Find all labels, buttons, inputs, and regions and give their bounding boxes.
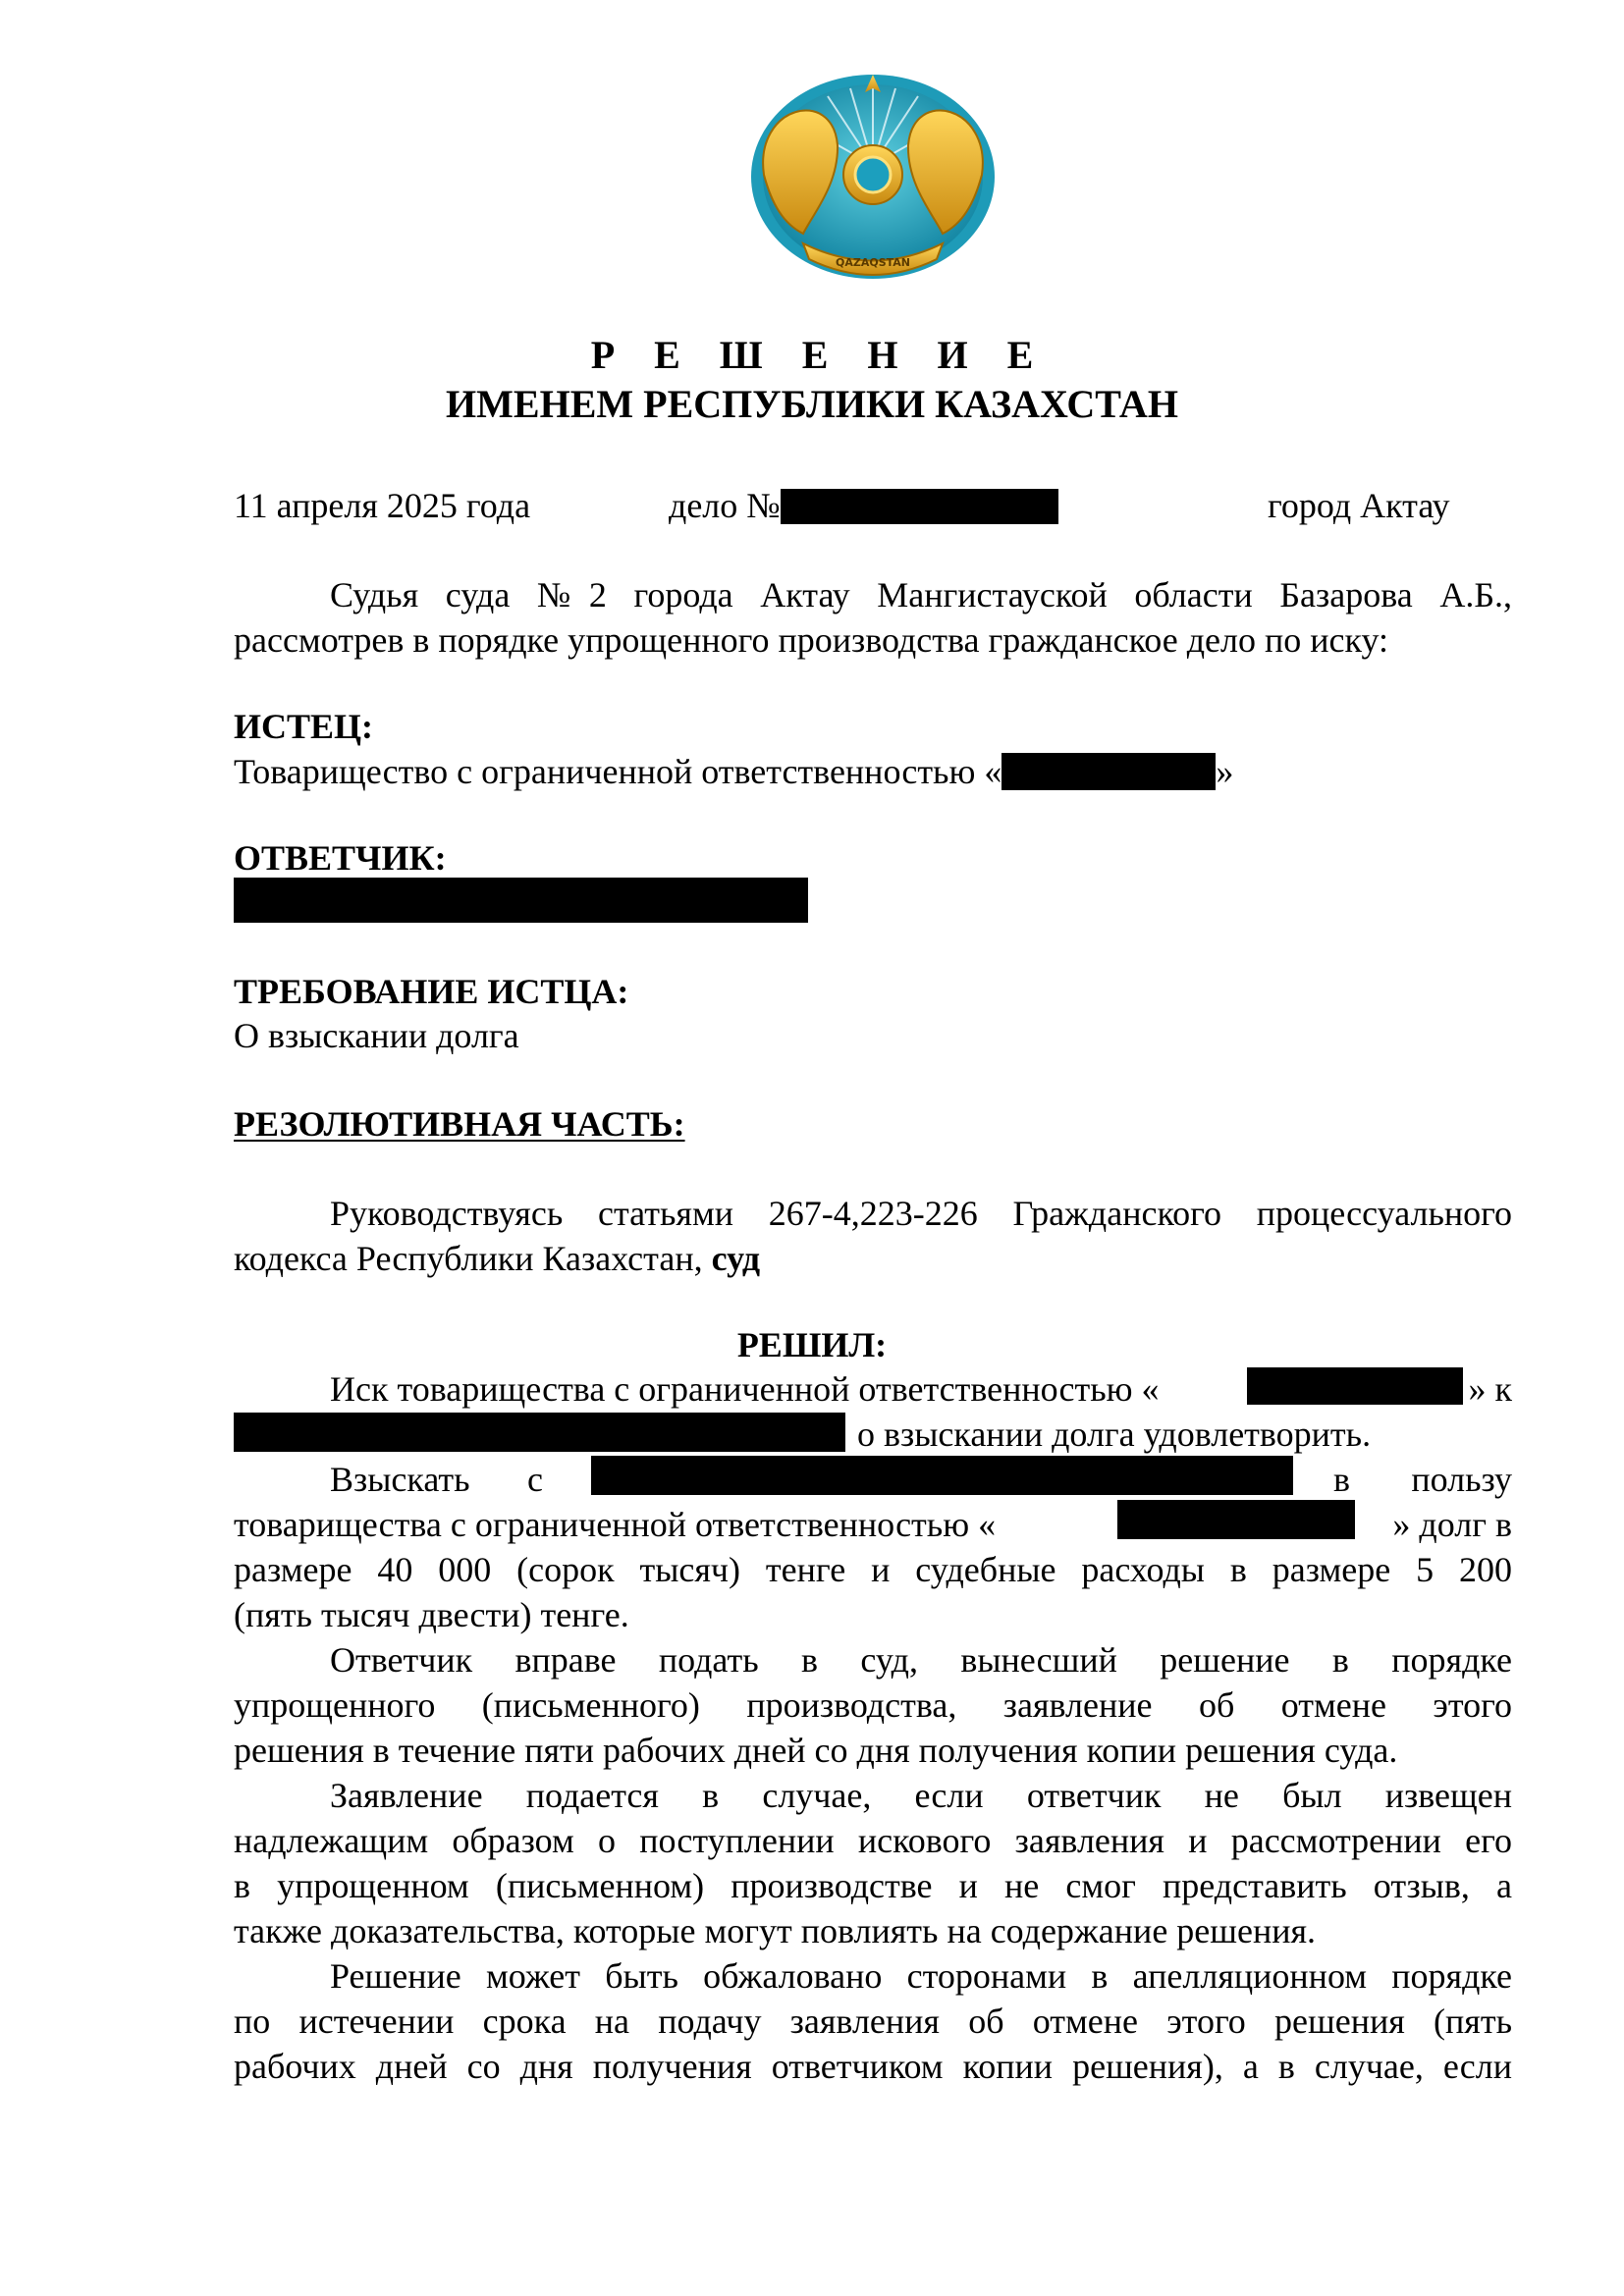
case-number-field [669,488,1058,524]
decision-p4-line-2: надлежащим образом о поступлении искового заявления и рассмотрении его [234,1821,1512,1860]
decision-date: 11 апреля 2025 года [234,486,531,525]
redacted-plaintiff-name-2 [1247,1367,1463,1405]
document-subtitle: ИМЕНЕМ РЕСПУБЛИКИ КАЗАХСТАН [446,382,1178,426]
redacted-plaintiff-name-3 [1117,1500,1355,1539]
intro-line-2: рассмотрев в порядке упрощенного производства гражданское дело по иску: [234,620,1388,660]
document-title: Р Е Ш Е Н И Е [590,333,1049,377]
redacted-case-number [781,489,1058,524]
decision-p1-line-1b: » к [1468,1369,1512,1409]
decision-p5-line-3: рабочих дней со дня получения ответчиком копии решения), а в случае, если [234,2047,1512,2086]
claim-heading: ТРЕБОВАНИЕ ИСТЦА: [234,972,629,1011]
redacted-defendant-name-3 [591,1456,1293,1495]
redacted-defendant-name [234,878,808,923]
decision-p3-line-2: упрощенного (письменного) производства, заявление об отмене этого [234,1685,1512,1725]
claim-text: О взыскании долга [234,1016,519,1055]
decision-p5-line-1: Решение может быть обжаловано сторонами в апелляционном порядке [330,1956,1512,1996]
coat-of-arms-emblem [744,67,1001,285]
decision-p2-word-1: Взыскать [330,1460,470,1499]
decision-p2-word-3: в [1333,1460,1350,1499]
plaintiff-heading: ИСТЕЦ: [234,707,374,746]
operative-line-1: Руководствуясь статьями 267-4,223-226 Гражданского процессуального [330,1194,1512,1233]
decision-p2-line-2a: товарищества с ограниченной ответственностью « [234,1505,997,1544]
decision-p4-line-1: Заявление подается в случае, если ответчик не был извещен [330,1776,1512,1815]
decision-p4-line-3: в упрощенном (письменном) производстве и не смог представить отзыв, а [234,1866,1512,1905]
decision-p3-line-3: решения в течение пяти рабочих дней со дня получения копии решения суда. [234,1731,1398,1770]
decision-city: город Актау [1268,486,1450,525]
decision-p2-line-4: (пять тысяч двести) тенге. [234,1595,629,1634]
defendant-heading: ОТВЕТЧИК: [234,838,447,878]
decision-p2-word-2: с [527,1460,543,1499]
plaintiff-name: Товарищество с ограниченной ответственностью « » [234,752,1234,791]
decision-p3-line-1: Ответчик вправе подать в суд, вынесший решение в порядке [330,1640,1512,1680]
decision-p2-line-2b: » долг в [1392,1505,1512,1544]
decision-p1-line-2: о взыскании долга удовлетворить. [857,1415,1372,1454]
decision-heading: РЕШИЛ: [736,1325,888,1364]
decision-p5-line-2: по истечении срока на подачу заявления об отмене этого решения (пять [234,2002,1512,2041]
decision-p2-line-3: размере 40 000 (сорок тысяч) тенге и судебные расходы в размере 5 200 [234,1550,1512,1589]
decision-p2-word-4: пользу [1411,1460,1512,1499]
intro-line-1: Судья суда №2 города Актау Мангистауской области Базарова А.Б., [330,575,1512,614]
operative-line-2: кодекса Республики Казахстан, суд [234,1239,761,1278]
redacted-plaintiff-name [1001,753,1216,790]
redacted-defendant-name-2 [234,1413,845,1452]
emblem-text: QAZAQSTAN [836,256,910,269]
decision-p4-line-4: также доказательства, которые могут повлиять на содержание решения. [234,1911,1317,1950]
case-label: дело № [669,486,781,525]
operative-heading: РЕЗОЛЮТИВНАЯ ЧАСТЬ: [234,1104,685,1144]
decision-p1-line-1a: Иск товарищества с ограниченной ответственностью « [330,1369,1160,1409]
